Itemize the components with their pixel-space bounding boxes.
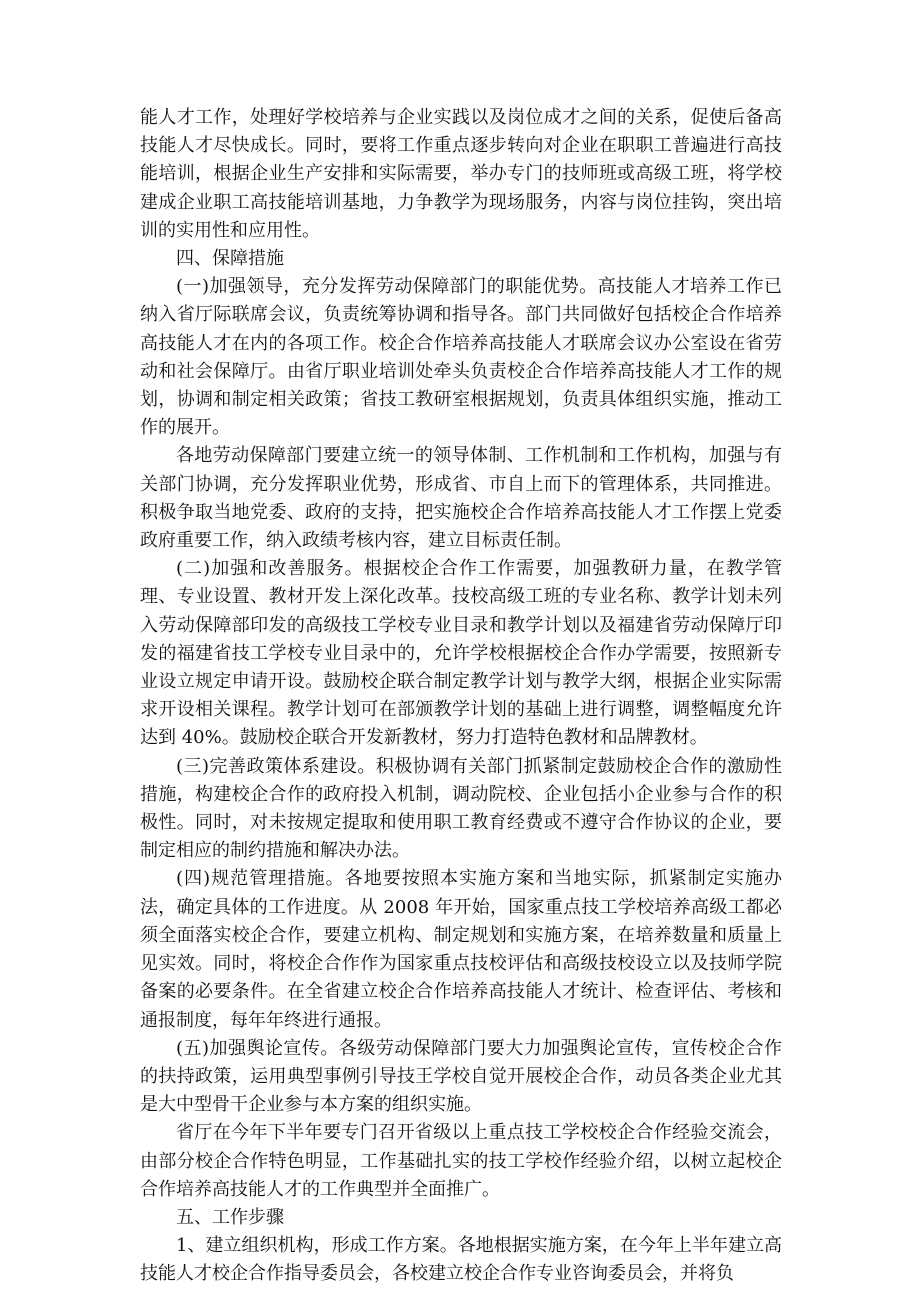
paragraph: (二)加强和改善服务。根据校企合作工作需要，加强教研力量，在教学管理、专业设置、教材开发上深化改革。技校高级工班的专业名称、教学计划未列入劳动保障部印发的高级技工学校专业目录和教学计划以及福建省劳动保障厅印发的福建省技工学校专业目录中的，允许学校根据校企合作办学需要，按照新专业设立规定申请开设。鼓励校企联合制定教学计划与教学大纲，根据企业实际需求开设相关课程。教学计划可在部颁教学计划的基础上进行调整，调整幅度允许达到 40%。鼓励校企联合开发新教材，努力打造特色教材和品牌教材。: [140, 558, 782, 749]
paragraph: 省厅在今年下半年要专门召开省级以上重点技工学校校企合作经验交流会，由部分校企合作特色明显，工作基础扎实的技工学校作经验介绍，以树立起校企合作培养高技能人才的工作典型并全面推广。: [140, 1122, 782, 1200]
section-heading: 四、保障措施: [176, 248, 284, 270]
paragraph: (一)加强领导，充分发挥劳动保障部门的职能优势。高技能人才培养工作已纳入省厅际联席会议，负责统筹协调和指导各。部门共同做好包括校企合作培养高技能人才在内的各项工作。校企合作培养高技能人才联席会议办公室设在省劳动和社会保障厅。由省厅职业培训处牵头负责校企合作培养高技能人才工作的规划，协调和制定相关政策；省技工教研室根据规划，负责具体组织实施，推动工作的展开。: [140, 276, 782, 439]
paragraph: (五)加强舆论宣传。各级劳动保障部门要大力加强舆论宣传，宣传校企合作的扶持政策，运用典型事例引导技王学校自觉开展校企合作，动员各类企业尤其是大中型骨干企业参与本方案的组织实施。: [140, 1037, 782, 1116]
paragraph: 1、建立组织机构，形成工作方案。各地根据实施方案，在今年上半年建立高技能人才校企合作指导委员会，各校建立校企合作专业咨询委员会，并将负: [140, 1235, 782, 1285]
paragraph: 各地劳动保障部门要建立统一的领导体制、工作机制和工作机构，加强与有关部门协调，充分发挥职业优势，形成省、市自上而下的管理体系，共同推进。积极争取当地党委、政府的支持，把实施校企合作培养高技能人才工作摆上党委政府重要工作，纳入政绩考核内容，建立目标责任制。: [140, 445, 782, 552]
paragraph: 能人才工作，处理好学校培养与企业实践以及岗位成才之间的关系，促使后备高技能人才尽快成长。同时，要将工作重点逐步转向对企业在职职工普遍进行高技能培训，根据企业生产安排和实际需要，举办专门的技师班或高级工班，将学校建成企业职工高技能培训基地，力争教学为现场服务，内容与岗位挂钩，突出培训的实用性和应用性。: [140, 107, 782, 241]
section-heading: 五、工作步骤: [176, 1206, 284, 1228]
document-body: [140, 104, 782, 1289]
paragraph: (三)完善政策体系建设。积极协调有关部门抓紧制定鼓励校企合作的激励性措施，构建校企合作的政府投入机制，调动院校、企业包括小企业参与合作的积极性。同时，对未按规定提取和使用职工教育经费或不遵守合作协议的企业，要制定相应的制约措施和解决办法。: [140, 755, 782, 862]
paragraph: (四)规范管理措施。各地要按照本实施方案和当地实际，抓紧制定实施办法，确定具体的工作进度。从 2008 年开始，国家重点技工学校培养高级工都必须全面落实校企合作，要建立机构、制定规划和实施方案，在培养数量和质量上见实效。同时，将校企合作作为国家重点技校评估和高级技校设立以及技师学院备案的必要条件。在全省建立校企合作培养高技能人才统计、检查评估、考核和通报制度，每年年终进行通报。: [140, 868, 782, 1031]
